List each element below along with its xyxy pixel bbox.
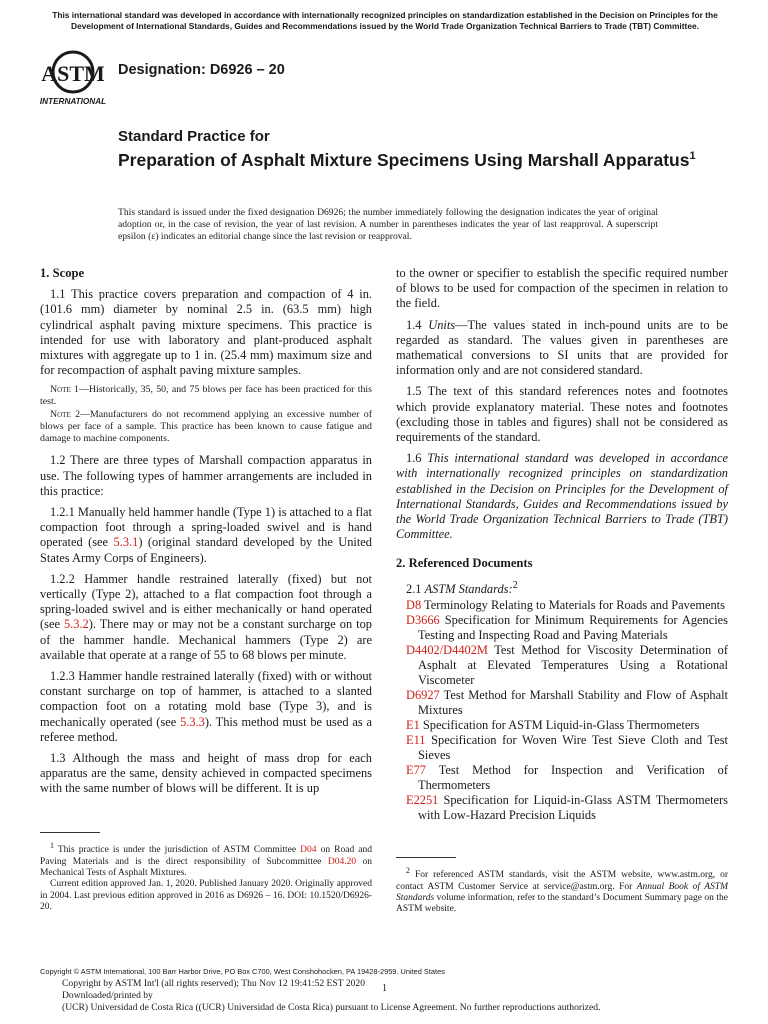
paragraph-1-2: 1.2 There are three types of Marshall compaction apparatus in use. The following types of hammer arrangements are included in this practice: [40,453,372,498]
ref-item: E11 Specification for Woven Wire Test Sieve Cloth and Test Sieves [406,732,728,762]
ref-item: D8 Terminology Relating to Materials for Roads and Pavements [406,597,725,612]
title-footnote-ref[interactable]: 1 [689,150,696,162]
note-2-label: Note 2 [50,409,81,421]
paragraph-1-3-continued: to the owner or specifier to establish the specific required number of blows to be used for compaction of the specimen in relation to the field. [396,266,728,311]
logo-subtext: INTERNATIONAL [40,97,107,106]
link-d04[interactable]: D04 [300,845,317,856]
download-notice [62,978,600,1015]
ref-item: D6927 Test Method for Marshall Stability and Flow of Asphalt Mixtures [406,687,728,717]
link-5-3-1[interactable]: 5.3.1 [113,535,139,550]
ref-item: D3666 Specification for Minimum Requirements for Agencies Testing and Inspecting Road and Paving Materials [406,612,728,642]
footnote-rule-left [40,832,100,833]
download-line-3: (UCR) Universidad de Costa Rica ((UCR) Universidad de Costa Rica) pursuant to License Agreement. No further reproductions authorized. [62,1002,601,1014]
paragraph-1-6: 1.6 This international standard was developed in accordance with internationally recognized principles on standardization established in the Decision on Principles for the Development of International Standards, Guides and Recommendations issued by the World Trade Organization Technical Barriers to Trade (TBT) Committee. [396,451,728,542]
paragraph-1-2-3: 1.2.3 Hammer handle restrained laterally (fixed) with or without constant surcharge on top of hammer, is attached to a slanted compaction foot on a rotating mold base (Type 3), and is mechanically operated (see 5.3.3). This method must be used as a referee method. [40,669,372,744]
tbt-notice: This international standard was developed in accordance with internationally recognized principles on standardization established in the Decision on Principles for the Development of International Standards, Guides and Recommendations issued by the World Trade Organization Technical Barriers to Trade (TBT) Committee. [52,10,718,31]
ref-link-d6927[interactable]: D6927 [406,687,440,702]
designation: Designation: D6926 – 20 [118,62,285,78]
title-text: Preparation of Asphalt Mixture Specimens Using Marshall Apparatus [118,149,690,170]
ref-link-d8[interactable]: D8 [406,597,422,612]
logo-text: ASTM [41,61,105,86]
ref-link-e77[interactable]: E77 [406,762,426,777]
note-1-label: Note 1 [50,384,79,396]
note-1 [40,384,372,408]
note-2 [40,409,372,445]
footnote-ref-2[interactable]: 2 [512,579,518,591]
section-heading-referenced-documents: 2. Referenced Documents [396,556,533,571]
ref-item: E77 Test Method for Inspection and Verification of Thermometers [406,762,728,792]
paragraph-1-2-2: 1.2.2 Hammer handle restrained laterally (fixed) but not vertically (Type 2), attached to a flat compaction foot through a spring-loaded swivel and is either mechanically or hand operated (see 5.3.2). There may or may not be a constant surcharge on top of the hammer handle. Mechanical hammers (Type 2) are available that operate at a range of 55 to 68 blows per minute. [40,571,373,662]
paragraph-1-5: 1.5 The text of this standard references notes and footnotes which provide explanatory material. These notes and footnotes (excluding those in tables and figures) shall not be considered as requirements of the standard. [396,384,728,445]
footnote-1: $^1$ This practice is under the jurisdiction of ASTM Committee D04 on Road and Paving Materials and is the direct responsibility of Subcommittee D04.20 on Mechanical Tests of Asphalt Mixtures. Current edition approved Jan. 1, 2020. Published January 2020. Originally approved in 2004. Last previous edition approved in 2016 as D6926 – 16. DOI: 10.1520/D6926-20. [40,841,372,913]
ref-link-d3666[interactable]: D3666 [406,612,440,627]
ref-link-d4402[interactable]: D4402/D4402M [406,642,488,657]
astm-logo [40,48,110,106]
paragraph-1-2-1: 1.2.1 Manually held hammer handle (Type 1) is attached to a flat compaction foot through a spring-loaded swivel and is hand operated (see 5.3.1) (original standard developed by the United States Army Corps of Engineers). [40,505,373,565]
copyright-line: Copyright © ASTM International, 100 Barr Harbor Drive, PO Box C700, West Conshohocken, PA 19428-2959. United States [40,967,445,976]
footnote-2: $^2$ For referenced ASTM standards, visit the ASTM website, www.astm.org, or contact ASTM Customer Service at service@astm.org. For Annual Book of ASTM Standards volume information, refer to the standard’s Document Summary page on the ASTM website. [396,866,728,915]
ref-link-e11[interactable]: E11 [406,732,426,747]
right-column [396,266,728,823]
paragraph-2-1: 2.1 ASTM Standards:$^2$ [406,579,518,596]
link-5-3-2[interactable]: 5.3.2 [63,617,89,632]
ref-item: E2251 Specification for Liquid-in-Glass ASTM Thermometers with Low-Hazard Precision Liquids [406,792,728,822]
ref-link-e2251[interactable]: E2251 [406,792,439,807]
paragraph-1-4: 1.4 Units—The values stated in inch-pound units are to be regarded as standard. The values given in parentheses are mathematical conversions to SI units that are provided for information only and are not considered standard. [396,317,728,378]
title-prefix: Standard Practice for [118,128,270,145]
referenced-standards-list [396,598,728,823]
title-main [118,146,718,171]
left-column [40,266,372,803]
download-line-1: Copyright by ASTM Int'l (all rights reserved); Thu Nov 12 19:41:52 EST 2020 [62,978,366,989]
paragraph-1-1: 1.1 This practice covers preparation and compaction of 4 in. (101.6 mm) diameter by nominal 2.5 in. (63.5 mm) high cylindrical asphalt paving mixture specimens. This practice is intended for use with laboratory and plant-produced asphalt mixtures with aggregate up to 1 in. (25.4 mm) maximum size and for recompaction of asphalt paving mixture samples. [40,287,372,378]
page-number: 1 [382,983,387,994]
paragraph-1-3: 1.3 Although the mass and height of mass drop for each apparatus are the same, density achieved in compacted specimens with the same number of blows will be different. It is up [40,751,372,796]
footnote-rule-right [396,857,456,858]
note-1-text: —Historically, 35, 50, and 75 blows per face has been practiced for this test. [40,384,372,408]
units-heading: Units [428,317,456,332]
link-5-3-3[interactable]: 5.3.3 [180,714,205,729]
ref-item: E1 Specification for ASTM Liquid-in-Glass Thermometers [406,717,700,732]
footnote-1-edition: Current edition approved Jan. 1, 2020. Published January 2020. Originally approved in 2004. Last previous edition approved in 2016 as D6926 – 16. DOI: 10.1520/D6926-20. [40,879,372,913]
ref-item: D4402/D4402M Test Method for Viscosity Determination of Asphalt at Elevated Temperatures Using a Rotational Viscometer [406,642,728,687]
section-heading-scope: 1. Scope [40,266,85,280]
link-d04-20[interactable]: D04.20 [327,856,357,867]
document-title [118,128,718,171]
ref-link-e1[interactable]: E1 [406,717,420,732]
download-line-2: Downloaded/printed by [62,990,153,1002]
note-2-text: —Manufacturers do not recommend applying an excessive number of blows per face of a sample. This practice has been known to cause fatigue and damage to machine components. [40,409,372,445]
issuance-statement: This standard is issued under the fixed designation D6926; the number immediately following the designation indicates the year of original adoption or, in the case of revision, the year of last revision. A number in parentheses indicates the year of last reapproval. A superscript epsilon (ε) indicates an editorial change since the last revision or reapproval. [118,207,658,243]
